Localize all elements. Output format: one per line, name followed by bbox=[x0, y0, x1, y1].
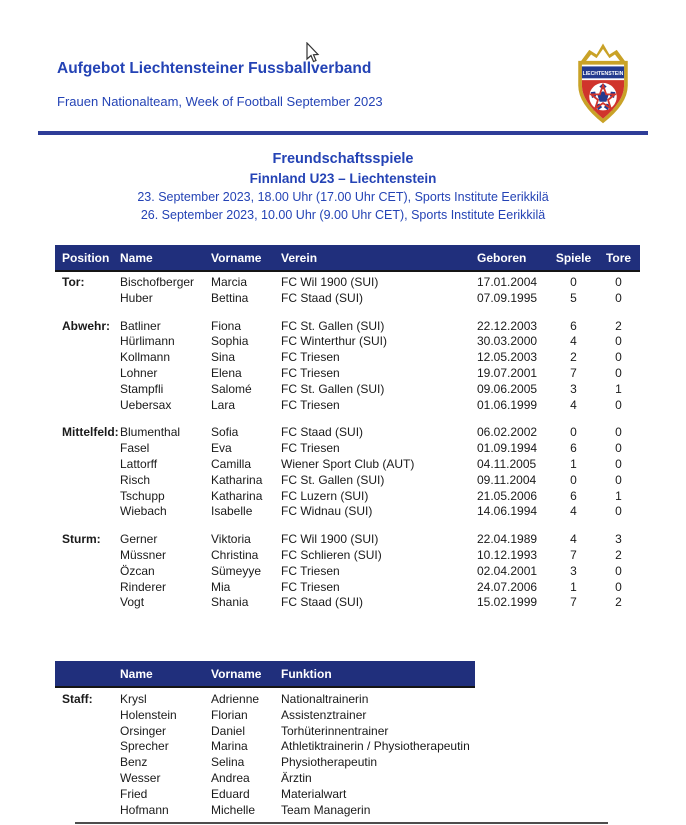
squad-header-vorname: Vorname bbox=[211, 250, 262, 265]
cell-name: Wiebach bbox=[120, 504, 167, 519]
cell-funktion: Athletiktrainerin / Physiotherapeutin bbox=[281, 739, 470, 754]
cell-geboren: 10.12.1993 bbox=[477, 547, 538, 562]
position-label: Mittelfeld: bbox=[62, 425, 119, 440]
cell-tore: 0 bbox=[615, 456, 622, 471]
cell-name: Wesser bbox=[120, 770, 161, 785]
cell-vorname: Marcia bbox=[211, 275, 248, 289]
cell-geboren: 09.11.2004 bbox=[477, 472, 537, 487]
cell-verein: FC Wil 1900 (SUI) bbox=[281, 275, 379, 289]
position-label bbox=[55, 382, 120, 398]
staff-table-header bbox=[55, 661, 475, 688]
player-row bbox=[55, 595, 640, 611]
cell-name: Bischofberger bbox=[120, 275, 195, 289]
cell-funktion: Nationaltrainerin bbox=[281, 692, 369, 706]
staff-row bbox=[55, 692, 475, 708]
cell-spiele: 3 bbox=[570, 381, 577, 396]
cell-tore: 0 bbox=[615, 350, 622, 365]
player-row bbox=[55, 441, 640, 457]
cell-verein: FC St. Gallen (SUI) bbox=[281, 381, 385, 396]
cell-geboren: 12.05.2003 bbox=[477, 350, 538, 365]
player-row bbox=[55, 504, 640, 520]
cell-spiele: 4 bbox=[570, 504, 577, 519]
player-row bbox=[55, 366, 640, 382]
squad-table-header bbox=[55, 245, 640, 272]
cell-verein: FC Triesen bbox=[281, 365, 340, 380]
cell-name: Benz bbox=[120, 755, 148, 770]
staff-table bbox=[55, 661, 475, 818]
position-label bbox=[55, 366, 120, 382]
cell-vorname: Katharina bbox=[211, 488, 263, 503]
cell-verein: FC Luzern (SUI) bbox=[281, 488, 369, 503]
cell-funktion: Materialwart bbox=[281, 786, 347, 801]
cell-verein: Wiener Sport Club (AUT) bbox=[281, 456, 415, 471]
cell-vorname: Selina bbox=[211, 755, 245, 770]
cell-verein: FC Triesen bbox=[281, 350, 340, 365]
cell-name: Lohner bbox=[120, 365, 158, 380]
position-label bbox=[55, 580, 120, 596]
staff-table-body bbox=[55, 688, 475, 818]
position-group bbox=[55, 319, 640, 414]
cell-vorname: Adrienne bbox=[211, 692, 260, 706]
cell-spiele: 4 bbox=[570, 532, 577, 547]
squad-header-tore: Tore bbox=[605, 250, 632, 265]
player-row bbox=[55, 334, 640, 350]
staff-label bbox=[55, 739, 120, 755]
cell-verein: FC Wil 1900 (SUI) bbox=[281, 532, 379, 547]
staff-label bbox=[55, 724, 120, 740]
cell-spiele: 6 bbox=[570, 488, 577, 503]
cell-funktion: Team Managerin bbox=[281, 802, 371, 817]
cell-name: Fried bbox=[120, 786, 148, 801]
cell-tore: 0 bbox=[615, 472, 622, 487]
mouse-cursor-icon bbox=[305, 42, 320, 64]
staff-row bbox=[55, 771, 475, 787]
page-bottom-divider bbox=[75, 822, 608, 824]
cell-name: Sprecher bbox=[120, 739, 169, 754]
cell-name: Tschupp bbox=[120, 488, 165, 503]
event-title: Freundschaftsspiele bbox=[272, 151, 414, 167]
cell-vorname: Sophia bbox=[211, 334, 249, 349]
cell-vorname: Eduard bbox=[211, 786, 250, 801]
cell-spiele: 0 bbox=[570, 275, 577, 289]
staff-label: Staff: bbox=[62, 692, 93, 706]
cell-spiele: 5 bbox=[570, 290, 577, 305]
player-row bbox=[55, 350, 640, 366]
cell-vorname: Isabelle bbox=[211, 504, 253, 519]
cell-verein: FC Staad (SUI) bbox=[281, 290, 364, 305]
header-divider bbox=[38, 131, 648, 135]
cell-name: Krysl bbox=[120, 692, 147, 706]
cell-spiele: 4 bbox=[570, 397, 577, 412]
staff-header-vorname: Vorname bbox=[211, 666, 262, 681]
cell-vorname: Sina bbox=[211, 350, 236, 365]
squad-header-name: Name bbox=[120, 250, 153, 265]
staff-label bbox=[55, 708, 120, 724]
cell-vorname: Andrea bbox=[211, 770, 250, 785]
player-row bbox=[55, 532, 640, 548]
cell-vorname: Katharina bbox=[211, 472, 263, 487]
cell-name: Fasel bbox=[120, 441, 150, 456]
page-title: Aufgebot Liechtensteiner Fussballverband bbox=[57, 60, 372, 77]
squad-header-position: Position bbox=[62, 250, 110, 265]
position-label bbox=[55, 441, 120, 457]
cell-name: Huber bbox=[120, 290, 153, 305]
liechtenstein-crest-icon bbox=[566, 38, 640, 126]
cell-spiele: 7 bbox=[570, 595, 577, 610]
cell-tore: 0 bbox=[615, 579, 622, 594]
cell-geboren: 04.11.2005 bbox=[477, 456, 537, 471]
player-row bbox=[55, 291, 640, 307]
cell-vorname: Salomé bbox=[211, 381, 252, 396]
position-label: Abwehr: bbox=[62, 318, 110, 333]
cell-name: Hürlimann bbox=[120, 334, 175, 349]
cell-verein: FC Triesen bbox=[281, 441, 340, 456]
player-row bbox=[55, 489, 640, 505]
page-subtitle: Frauen Nationalteam, Week of Football September 2023 bbox=[57, 94, 383, 109]
cell-vorname: Fiona bbox=[211, 318, 242, 333]
cell-name: Stampfli bbox=[120, 381, 164, 396]
cell-vorname: Bettina bbox=[211, 290, 249, 305]
position-label: Tor: bbox=[62, 275, 85, 289]
squad-table-body bbox=[55, 275, 640, 611]
cell-name: Müssner bbox=[120, 547, 167, 562]
cell-spiele: 2 bbox=[570, 350, 577, 365]
cell-spiele: 0 bbox=[570, 472, 577, 487]
staff-row bbox=[55, 708, 475, 724]
cell-verein: FC Triesen bbox=[281, 563, 340, 578]
cell-funktion: Physiotherapeutin bbox=[281, 755, 378, 770]
cell-name: Lattorff bbox=[120, 456, 158, 471]
staff-label bbox=[55, 755, 120, 771]
cell-vorname: Lara bbox=[211, 397, 236, 412]
cell-verein: FC Winterthur (SUI) bbox=[281, 334, 388, 349]
cell-name: Batliner bbox=[120, 318, 161, 333]
cell-vorname: Marina bbox=[211, 739, 248, 754]
cell-tore: 0 bbox=[615, 334, 622, 349]
cell-vorname: Shania bbox=[211, 595, 249, 610]
cell-verein: FC Staad (SUI) bbox=[281, 425, 364, 440]
cell-tore: 0 bbox=[615, 504, 622, 519]
cell-tore: 0 bbox=[615, 365, 622, 380]
position-label bbox=[55, 595, 120, 611]
position-label: Sturm: bbox=[62, 532, 101, 547]
cell-name: Holenstein bbox=[120, 707, 177, 722]
cell-tore: 2 bbox=[615, 318, 622, 333]
squad-header-geboren: Geboren bbox=[477, 250, 527, 265]
cell-verein: FC Widnau (SUI) bbox=[281, 504, 373, 519]
squad-table bbox=[55, 245, 640, 611]
cell-vorname: Camilla bbox=[211, 456, 252, 471]
staff-row bbox=[55, 724, 475, 740]
cell-funktion: Torhüterinnentrainer bbox=[281, 723, 389, 738]
cell-tore: 3 bbox=[615, 532, 622, 547]
cell-verein: FC St. Gallen (SUI) bbox=[281, 318, 385, 333]
cell-spiele: 6 bbox=[570, 441, 577, 456]
cell-verein: FC Triesen bbox=[281, 579, 340, 594]
cell-verein: FC Schlieren (SUI) bbox=[281, 547, 382, 562]
position-label bbox=[55, 334, 120, 350]
cell-vorname: Eva bbox=[211, 441, 232, 456]
cell-spiele: 1 bbox=[570, 579, 577, 594]
player-row bbox=[55, 275, 640, 291]
cell-verein: FC Staad (SUI) bbox=[281, 595, 364, 610]
cell-geboren: 06.02.2002 bbox=[477, 425, 538, 440]
cell-name: Uebersax bbox=[120, 397, 172, 412]
cell-tore: 1 bbox=[615, 381, 622, 396]
position-label bbox=[55, 457, 120, 473]
cell-tore: 0 bbox=[615, 563, 622, 578]
cell-geboren: 14.06.1994 bbox=[477, 504, 538, 519]
position-label bbox=[55, 564, 120, 580]
cell-geboren: 02.04.2001 bbox=[477, 563, 538, 578]
player-row bbox=[55, 564, 640, 580]
cell-spiele: 6 bbox=[570, 318, 577, 333]
squad-header-spiele: Spiele bbox=[555, 250, 592, 265]
cell-name: Blumenthal bbox=[120, 425, 181, 440]
cell-funktion: Assistenztrainer bbox=[281, 707, 367, 722]
cell-spiele: 4 bbox=[570, 334, 577, 349]
player-row bbox=[55, 473, 640, 489]
cell-tore: 0 bbox=[615, 275, 622, 289]
cell-geboren: 21.05.2006 bbox=[477, 488, 538, 503]
event-date-1: 23. September 2023, 18.00 Uhr (17.00 Uhr CET), Sports Institute Eerikkilä bbox=[137, 190, 549, 204]
staff-row bbox=[55, 739, 475, 755]
cell-tore: 0 bbox=[615, 290, 622, 305]
position-label bbox=[55, 350, 120, 366]
cell-verein: FC St. Gallen (SUI) bbox=[281, 472, 385, 487]
cell-geboren: 22.12.2003 bbox=[477, 318, 538, 333]
cell-tore: 0 bbox=[615, 397, 622, 412]
event-block bbox=[0, 149, 686, 224]
cell-spiele: 1 bbox=[570, 456, 577, 471]
cell-geboren: 09.06.2005 bbox=[477, 381, 538, 396]
cell-tore: 2 bbox=[615, 595, 622, 610]
position-label bbox=[55, 504, 120, 520]
position-label bbox=[55, 291, 120, 307]
event-fixture: Finnland U23 – Liechtenstein bbox=[249, 171, 437, 186]
cell-tore: 0 bbox=[615, 425, 622, 440]
crest-band-text: LIECHTENSTEIN bbox=[582, 71, 624, 78]
cell-geboren: 15.02.1999 bbox=[477, 595, 538, 610]
cell-name: Kollmann bbox=[120, 350, 171, 365]
cell-name: Orsinger bbox=[120, 723, 167, 738]
position-label bbox=[55, 398, 120, 414]
cell-name: Gerner bbox=[120, 532, 158, 547]
cell-name: Vogt bbox=[120, 595, 145, 610]
cell-spiele: 0 bbox=[570, 425, 577, 440]
cell-tore: 0 bbox=[615, 441, 622, 456]
cell-vorname: Viktoria bbox=[211, 532, 251, 547]
staff-label bbox=[55, 787, 120, 803]
cell-spiele: 7 bbox=[570, 365, 577, 380]
cell-spiele: 3 bbox=[570, 563, 577, 578]
staff-label bbox=[55, 803, 120, 819]
cell-geboren: 22.04.1989 bbox=[477, 532, 538, 547]
player-row bbox=[55, 319, 640, 335]
staff-row bbox=[55, 803, 475, 819]
player-row bbox=[55, 548, 640, 564]
cell-verein: FC Triesen bbox=[281, 397, 340, 412]
cell-tore: 1 bbox=[615, 488, 622, 503]
cell-name: Özcan bbox=[120, 563, 155, 578]
cell-geboren: 17.01.2004 bbox=[477, 275, 538, 289]
cell-spiele: 7 bbox=[570, 547, 577, 562]
position-group bbox=[55, 532, 640, 611]
squad-header-verein: Verein bbox=[281, 250, 318, 265]
cell-funktion: Ärztin bbox=[281, 770, 312, 785]
staff-header-name: Name bbox=[120, 666, 153, 681]
cell-name: Rinderer bbox=[120, 579, 167, 594]
cell-vorname: Sümeyye bbox=[211, 563, 262, 578]
position-label bbox=[55, 473, 120, 489]
player-row bbox=[55, 425, 640, 441]
position-group bbox=[55, 425, 640, 520]
cell-vorname: Daniel bbox=[211, 723, 246, 738]
cell-tore: 2 bbox=[615, 547, 622, 562]
player-row bbox=[55, 457, 640, 473]
cell-vorname: Elena bbox=[211, 365, 242, 380]
cell-geboren: 07.09.1995 bbox=[477, 290, 538, 305]
cell-geboren: 01.09.1994 bbox=[477, 441, 538, 456]
position-group bbox=[55, 275, 640, 307]
staff-row bbox=[55, 787, 475, 803]
cell-geboren: 24.07.2006 bbox=[477, 579, 538, 594]
event-date-2: 26. September 2023, 10.00 Uhr (9.00 Uhr CET), Sports Institute Eerikkilä bbox=[140, 208, 546, 222]
cell-vorname: Sofia bbox=[211, 425, 239, 440]
cell-vorname: Christina bbox=[211, 547, 259, 562]
staff-header-funktion: Funktion bbox=[281, 666, 332, 681]
cell-name: Risch bbox=[120, 472, 151, 487]
player-row bbox=[55, 398, 640, 414]
position-label bbox=[55, 548, 120, 564]
cell-geboren: 19.07.2001 bbox=[477, 365, 538, 380]
staff-label bbox=[55, 771, 120, 787]
cell-vorname: Mia bbox=[211, 579, 231, 594]
cell-vorname: Michelle bbox=[211, 802, 256, 817]
cell-vorname: Florian bbox=[211, 707, 248, 722]
cell-geboren: 01.06.1999 bbox=[477, 397, 538, 412]
cell-name: Hofmann bbox=[120, 802, 169, 817]
position-label bbox=[55, 489, 120, 505]
staff-row bbox=[55, 755, 475, 771]
cell-geboren: 30.03.2000 bbox=[477, 334, 538, 349]
player-row bbox=[55, 382, 640, 398]
player-row bbox=[55, 580, 640, 596]
